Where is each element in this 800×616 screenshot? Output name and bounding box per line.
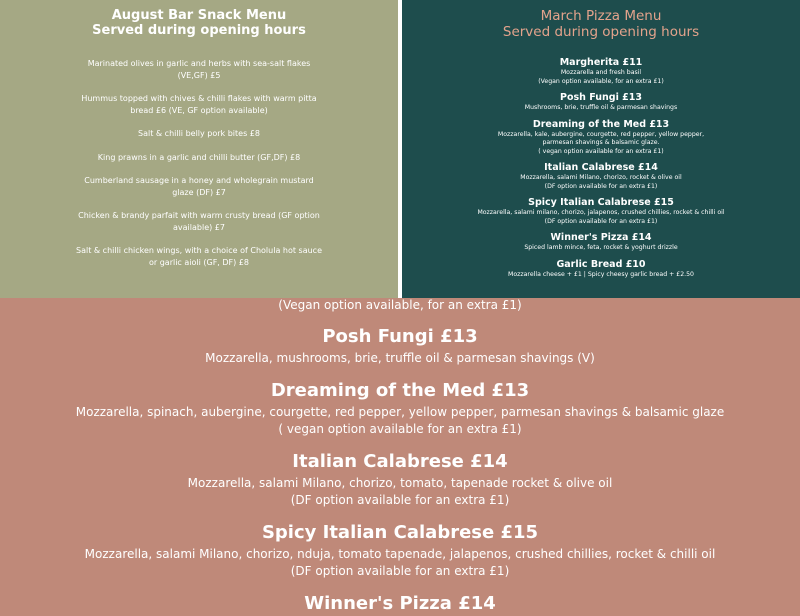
- pizza-desc: Mozzarella, salami Milano, chorizo, rocket & olive oil: [520, 174, 682, 181]
- pizza-name: Italian Calabrese £14: [544, 162, 658, 173]
- pizza-list: [402, 57, 800, 279]
- bottom-item-name: Italian Calabrese £14: [292, 451, 508, 472]
- pizza-desc: Mozzarella and fresh basil: [560, 69, 642, 76]
- pizza-item: [402, 119, 800, 157]
- pizza-name: Margherita £11: [559, 57, 643, 68]
- pizza-desc: Mushrooms, brie, truffle oil & parmesan shavings: [524, 104, 678, 111]
- snack-item: Chicken & brandy parfait with warm crusty bread (GF option available) £7: [78, 211, 320, 232]
- pizza-desc: Mozzarella cheese + £1 | Spicy cheesy garlic bread + £2.50: [508, 270, 694, 278]
- bottom-pizza-menu: [0, 298, 800, 614]
- pizza-desc: (DF option available for an extra £1): [544, 217, 658, 225]
- pizza-item: [402, 57, 800, 86]
- pizza-menu-title: March Pizza Menu: [540, 8, 662, 24]
- bottom-item-note: ( vegan option available for an extra £1): [278, 422, 522, 436]
- bottom-item-note: (DF option available for an extra £1): [290, 493, 510, 507]
- snack-item: Cumberland sausage in a honey and wholegrain mustard glaze (DF) £7: [84, 176, 314, 197]
- bottom-item-name: Winner's Pizza £14: [304, 593, 496, 614]
- pizza-desc: (DF option available for an extra £1): [544, 182, 658, 190]
- bottom-item-name: Spicy Italian Calabrese £15: [261, 522, 539, 543]
- snack-menu-subtitle: Served during opening hours: [92, 23, 306, 38]
- bottom-item-desc: Mozzarella, salami Milano, chorizo, tomato, tapenade rocket & olive oil: [187, 476, 613, 490]
- snack-item: Marinated olives in garlic and herbs with sea-salt flakes (VE,GF) £5: [87, 59, 311, 80]
- bottom-item-name: Dreaming of the Med £13: [270, 380, 530, 401]
- pizza-desc: (Vegan option available, for an extra £1): [538, 77, 664, 85]
- pizza-item: [402, 197, 800, 226]
- snack-item: Salt & chilli belly pork bites £8: [138, 129, 260, 138]
- snack-menu-title: August Bar Snack Menu: [111, 8, 287, 23]
- pizza-item: [402, 162, 800, 191]
- pizza-item: [402, 92, 800, 113]
- pizza-item: [402, 259, 800, 280]
- bottom-lead-note: (Vegan option available, for an extra £1): [278, 298, 522, 312]
- pizza-name: Garlic Bread £10: [556, 258, 646, 270]
- pizza-name: Winner's Pizza £14: [550, 232, 652, 243]
- bottom-item-desc: Mozzarella, mushrooms, brie, truffle oil & parmesan shavings (V): [205, 351, 595, 365]
- pizza-name: Dreaming of the Med £13: [532, 118, 670, 130]
- snack-item: Salt & chilli chicken wings, with a choice of Cholula hot sauce or garlic aioli (GF, DF) £8: [76, 246, 322, 267]
- snack-list: [0, 58, 398, 268]
- pizza-desc: parmesan shavings & balsamic glaze.: [542, 139, 660, 146]
- snack-menu-panel: [0, 0, 398, 298]
- bottom-item-desc: Mozzarella, salami Milano, chorizo, nduja, tomato tapenade, jalapenos, crushed chillies, rocket & chilli oil: [84, 547, 716, 561]
- bottom-item-desc: Mozzarella, spinach, aubergine, courgette, red pepper, yellow pepper, parmesan shavings & balsamic glaze: [75, 405, 725, 419]
- pizza-desc: Mozzarella, kale, aubergine, courgette, red pepper, yellow pepper,: [497, 130, 705, 138]
- pizza-desc: ( vegan option available for an extra £1): [538, 147, 664, 155]
- bottom-item-note: (DF option available for an extra £1): [290, 564, 510, 578]
- pizza-name: Spicy Italian Calabrese £15: [528, 197, 674, 208]
- snack-item: King prawns in a garlic and chilli butter (GF,DF) £8: [97, 152, 301, 162]
- pizza-desc: Mozzarella, salami milano, chorizo, jalapenos, crushed chillies, rocket & chilli oil: [477, 209, 725, 216]
- pizza-menu-panel: [402, 0, 800, 298]
- pizza-name: Posh Fungi £13: [560, 92, 642, 103]
- pizza-menu-subtitle: Served during opening hours: [502, 24, 700, 40]
- pizza-item: [402, 232, 800, 253]
- bottom-item-name: Posh Fungi £13: [322, 326, 478, 347]
- snack-item: Hummus topped with chives & chilli flakes with warm pitta bread £6 (VE, GF option available): [81, 94, 317, 115]
- pizza-desc: Spiced lamb mince, feta, rocket & yoghurt drizzle: [524, 244, 678, 251]
